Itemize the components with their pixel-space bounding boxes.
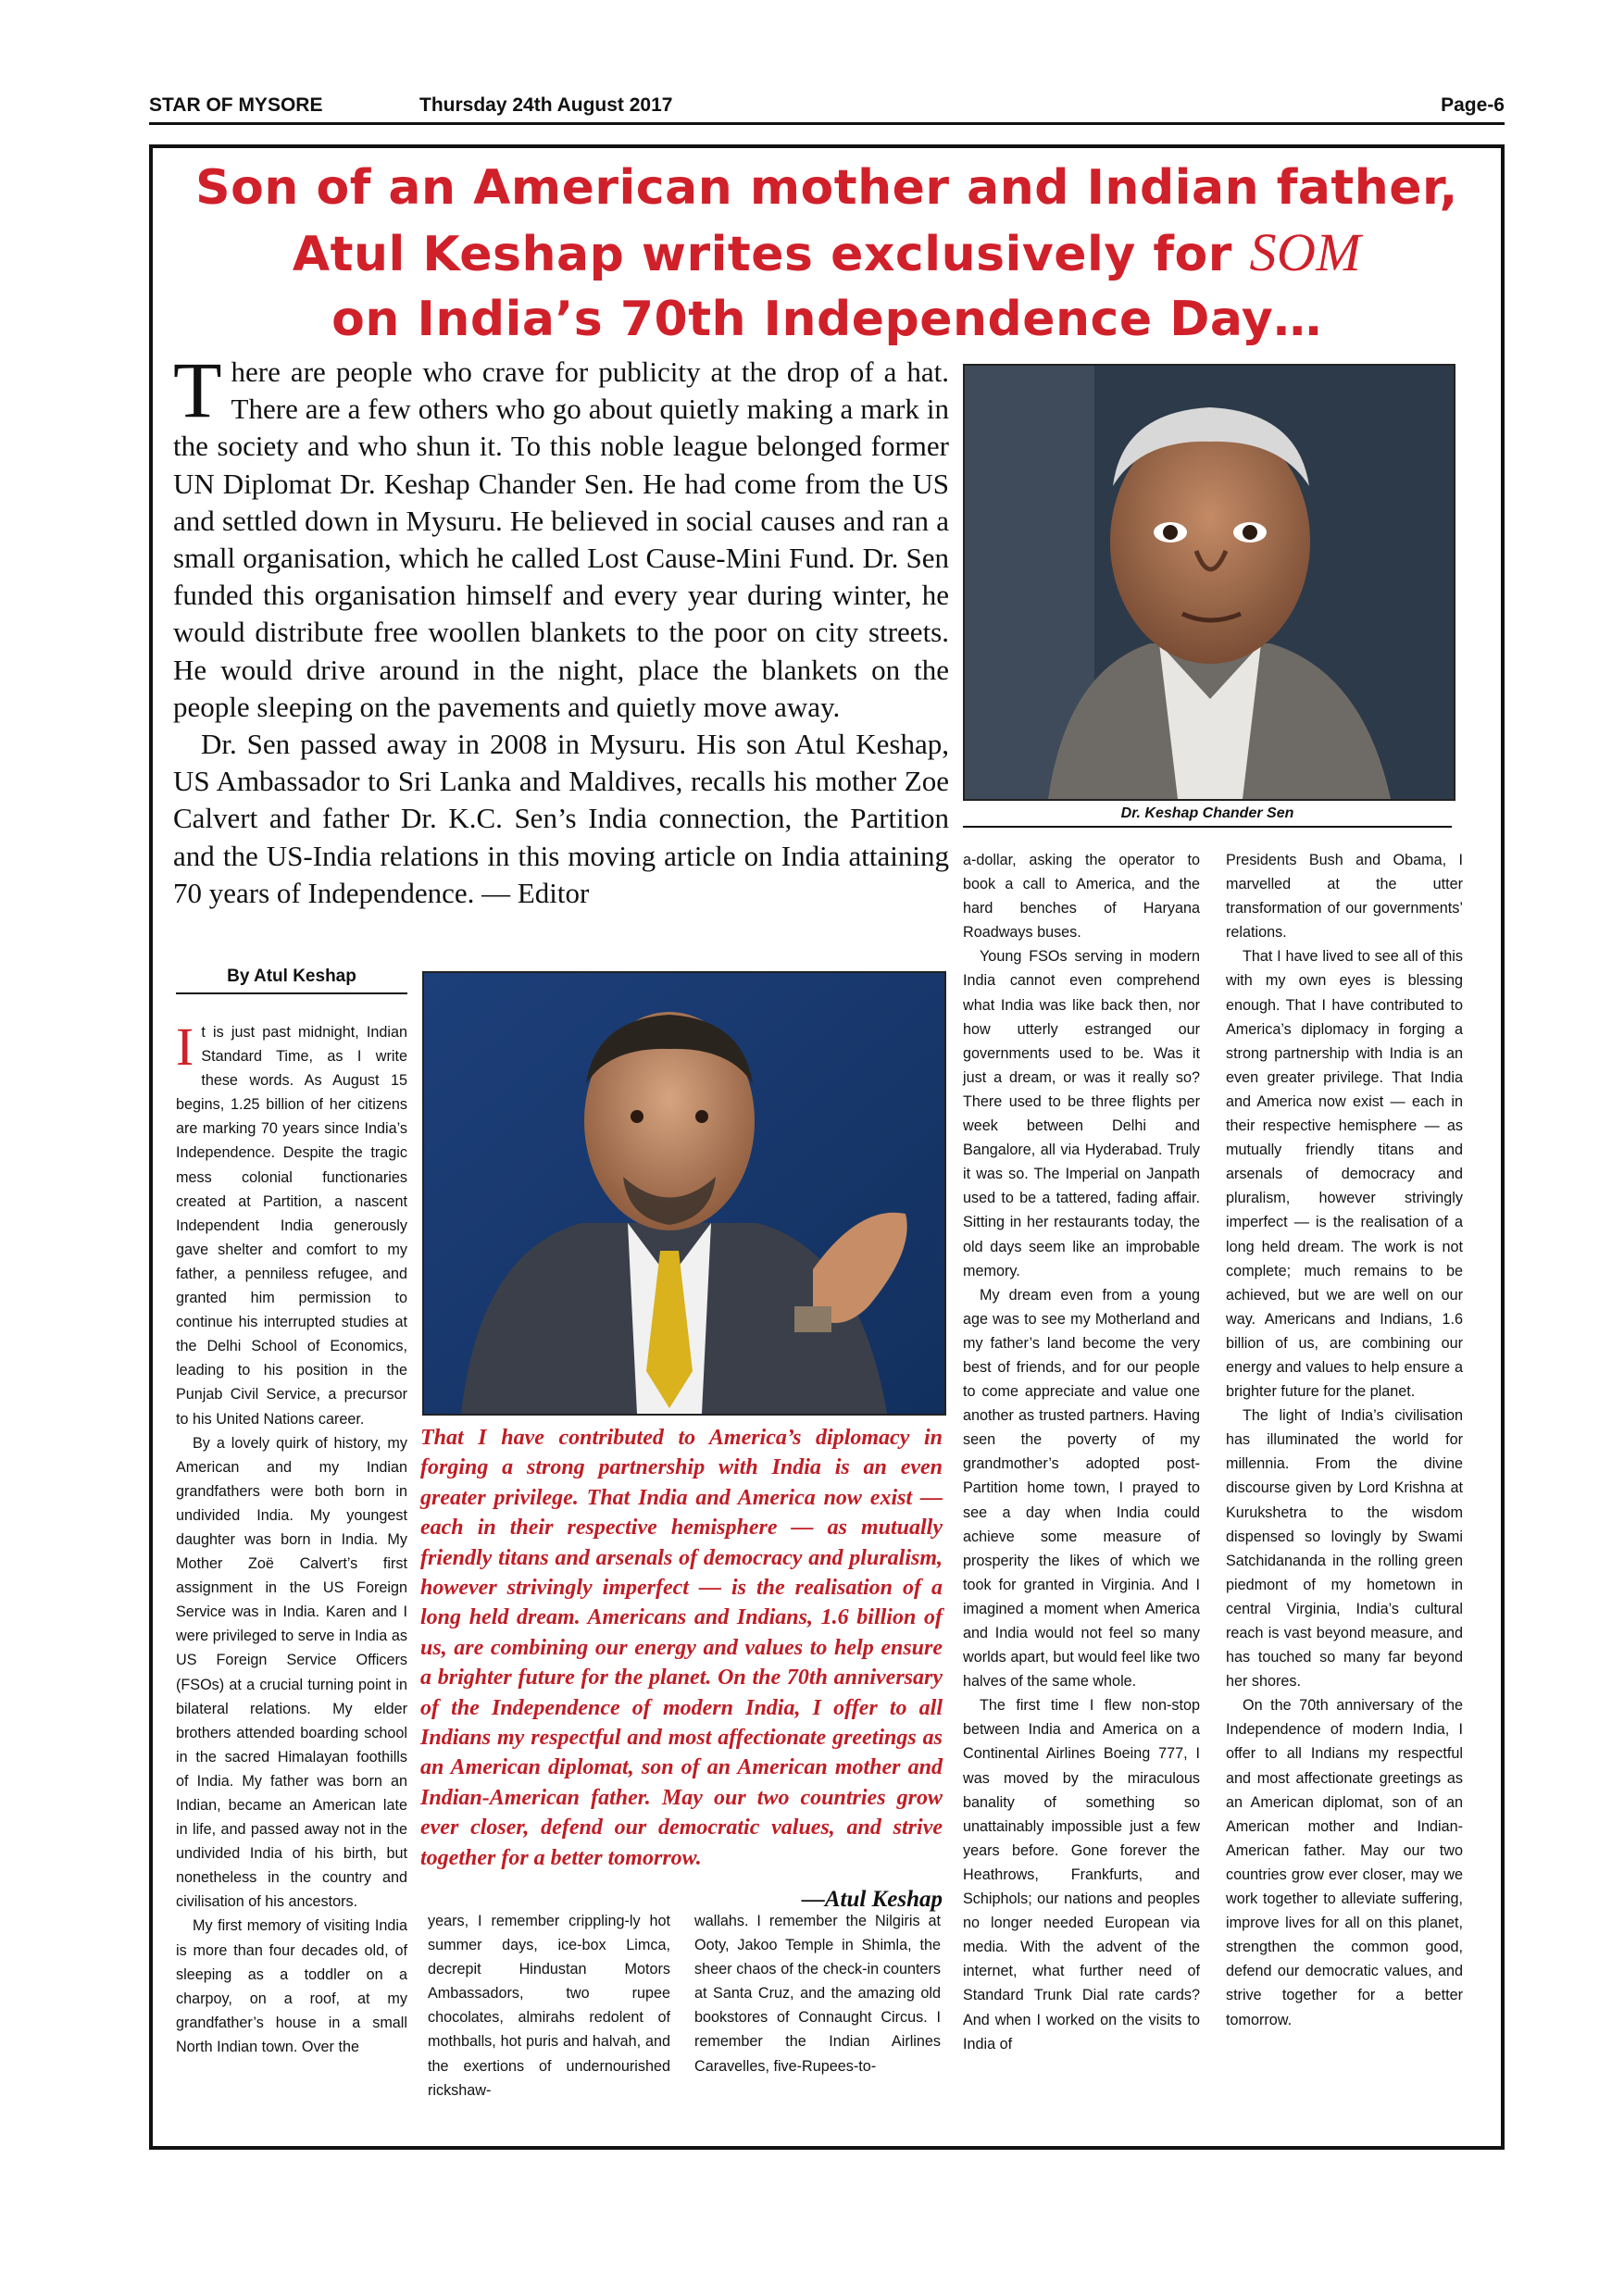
headline-line-3: on India’s 70th Independence Day… (331, 292, 1322, 347)
col3-paragraph-1: wallahs. I remember the Nilgiris at Ooty, Jakoo Temple in Shimla, the sheer chaos of the check-in counters at Santa Cruz, and the amazing old bookstores of Connaught Circus. I remember the Indian Airlines Caravelles, five-Rupees-to- (694, 1913, 941, 2075)
col4-paragraph-2: Young FSOs serving in modern India cannot even comprehend what India was like back then, nor how utterly estranged our governments used to be. Was it just a dream, or was it really so? There used to be three flights per week between Delhi and Bangalore, all via Hyderabad. Truly it was so. The Imperial on Janpath used to be a tattered, fading affair. Sitting in her restaurants today, the old days seem like an improbable memory. (963, 948, 1200, 1279)
intro-p1-text: here are people who crave for publicity at the drop of a hat. There are a few others who go about quietly making a mark in the society and who shun it. To this noble league belonged former UN Diplomat Dr. Keshap Chander Sen. He had come from the US and settled down in Mysuru. He believed in social causes and ran a small organisation, which he called Lost Cause-Mini Fund. Dr. Sen funded this organisation himself and every year during winter, he would distribute free woollen blankets to the poor on city streets. He would drive around in the night, place the blankets on the people sleeping on the pavements and quietly move away. (173, 356, 949, 723)
headline (149, 156, 1505, 352)
som-logo-text: SOM (1249, 222, 1362, 282)
page-number: Page-6 (1441, 94, 1505, 116)
portrait-illustration-elderly-man (965, 366, 1454, 799)
col1-paragraph-2: By a lovely quirk of history, my American and my Indian grandfathers were both born in undivided India. My youngest daughter was born in India. My Mother Zoë Calvert’s first assignment in the US Foreign Service was in India. Karen and I were privileged to serve in India as US Foreign Service Officers (FSOs) at a crucial turning point in bilateral relations. My elder brothers attended boarding school in the sacred Himalayan foothills of India. My father was born an Indian, became an American late in life, and passed away not in the undivided India of his birth, but nonetheless in the country and civilisation of his ancestors. (176, 1434, 407, 1911)
col5-paragraph-4: On the 70th anniversary of the Independence of modern India, I offer to all Indians my respectful and most affectionate greetings as an American diplomat, son of an American mother and Indian-American father. May our two countries grow ever closer, may we work together to alleviate suffering, improve lives for all on this planet, strengthen the common good, defend our democratic values, and strive together for a better tomorrow. (1226, 1697, 1463, 2028)
intro-dropcap: T (173, 345, 222, 434)
col5-paragraph-1: Presidents Bush and Obama, I marvelled at the utter transformation of our governments’ relations. (1226, 852, 1463, 942)
col4-paragraph-3: My dream even from a young age was to see my Motherland and my father’s land become the very best of friends, and for our people to come appreciate and value one another as trusted partners. Having seen the poverty of my grandmother’s adopted post-Partition home town, I prayed to see a day when India could achieve some measure of prosperity the likes of which we took for granted in Virginia. And I imagined a moment when America and India would not feel so many worlds apart, but would feel like two halves of the same whole. (963, 1286, 1200, 1691)
newspaper-name: STAR OF MYSORE (149, 94, 323, 116)
pull-quote: That I have contributed to America’s diplomacy in forging a strong partnership with India is an even greater privilege. That India and America now exist — each in their respective hemisphere — as mutually friendly titans and arsenals of democracy and pluralism, however strivingly imperfect — is the realisation of a long held dream. Americans and Indians, 1.6 billion of us, are combining our energy and values to help ensure a brighter future for the planet. On the 70th anniversary of the Independence of modern India, I offer to all Indians my respectful and most affectionate greetings as an American diplomat, son of an American mother and Indian-American father. May our two countries grow ever closer, defend our democratic values, and strive together for a better tomorrow. (420, 1426, 943, 1870)
editor-intro (173, 345, 949, 912)
col2-paragraph-1: years, I remember crippling-ly hot summer days, ice-box Limca, decrepit Hindustan Motors Ambassadors, two rupee chocolates, almirahs redolent of mothballs, hot puris and halvah, and the exertions of undernourished rickshaw- (428, 1913, 670, 2099)
photo-atul-keshap (422, 971, 946, 1416)
article-column-1 (176, 1017, 407, 2059)
masthead-rule (149, 122, 1505, 125)
headline-line-2 (149, 220, 1505, 287)
photo-keshap-chander-sen (963, 364, 1455, 801)
col1-paragraph-3: My first memory of visiting India is more than four decades old, of sleeping as a toddler on a charpoy, on a roof, at my grandfather’s house in a small North Indian town. Over the (176, 1917, 407, 2055)
photo-caption-keshap-chander-sen: Dr. Keshap Chander Sen (963, 805, 1452, 828)
byline: By Atul Keshap (176, 967, 407, 994)
issue-date: Thursday 24th August 2017 (419, 94, 673, 116)
col5-paragraph-2: That I have lived to see all of this with my own eyes is blessing enough. That I have contributed to America’s diplomacy in forging a strong partnership with India is an even greater privilege. That India and America now exist — each in their respective hemisphere — as mutually friendly titans and arsenals of democracy and pluralism, however strivingly imperfect — is the realisation of a long held dream. The work is not complete; much remains to be achieved, but we are well on our way. Americans and Indians, 1.6 billion of us, are combining our energy and values to help ensure a brighter future for the planet. (1226, 948, 1463, 1401)
pull-quote-attribution: —Atul Keshap (801, 1887, 943, 1912)
col4-paragraph-4: The first time I flew non-stop between India and America on a Continental Airlines Boeing 777, I was moved by the miraculous banality of something so unattainably impossible just a few years before. Gone forever the Heathrows, Frankfurts, and Schiphols; our nations and peoples no longer needed European via media. With the advent of the internet, what further need of Standard Trunk Dial rate cards? And when I worked on the visits to India of (963, 1697, 1200, 2053)
col5-paragraph-3: The light of India’s civilisation has illuminated the world for millennia. From the divine discourse given by Lord Krishna at Kurukshetra to the wisdom dispensed so lovingly by Swami Satchidananda in the rolling green piedmont of my hometown in central Virginia, India’s cultural reach is vast beyond measure, and has touched so many far beyond her shores. (1226, 1407, 1463, 1691)
article-column-4 (963, 848, 1200, 2056)
intro-paragraph-1 (173, 345, 949, 726)
portrait-illustration-atul-keshap (424, 973, 944, 1414)
col1-paragraph-1 (176, 1017, 407, 1431)
masthead (149, 94, 1505, 122)
article-dropcap: I (176, 1017, 194, 1077)
article-column-2 (428, 1909, 670, 2103)
article-column-5 (1226, 848, 1463, 2032)
headline-line-1: Son of an American mother and Indian father, (195, 160, 1458, 216)
col4-paragraph-1: a-dollar, asking the operator to book a call to America, and the hard benches of Haryana Roadways buses. (963, 852, 1200, 942)
intro-paragraph-2: Dr. Sen passed away in 2008 in Mysuru. His son Atul Keshap, US Ambassador to Sri Lanka and Maldives, recalls his mother Zoe Calvert and father Dr. K.C. Sen’s India connection, the Partition and the US-India relations in this moving article on India attaining 70 years of Independence. — Editor (173, 728, 949, 909)
headline-line-2-text: Atul Keshap writes exclusively for (292, 227, 1250, 282)
article-column-3 (694, 1909, 941, 2078)
col1-p1-text: t is just past midnight, Indian Standard Time, as I write these words. As August 15 begins, 1.25 billion of her citizens are marking 70 years since India’s Independence. Despite the tragic mess colonial functionaries created at Partition, a nascent Independent India generously gave shelter and comfort to my father, a penniless refugee, and granted him permission to continue his interrupted studies at the Delhi School of Economics, leading to his position in the Punjab Civil Service, a precursor to his United Nations career. (176, 1024, 407, 1428)
